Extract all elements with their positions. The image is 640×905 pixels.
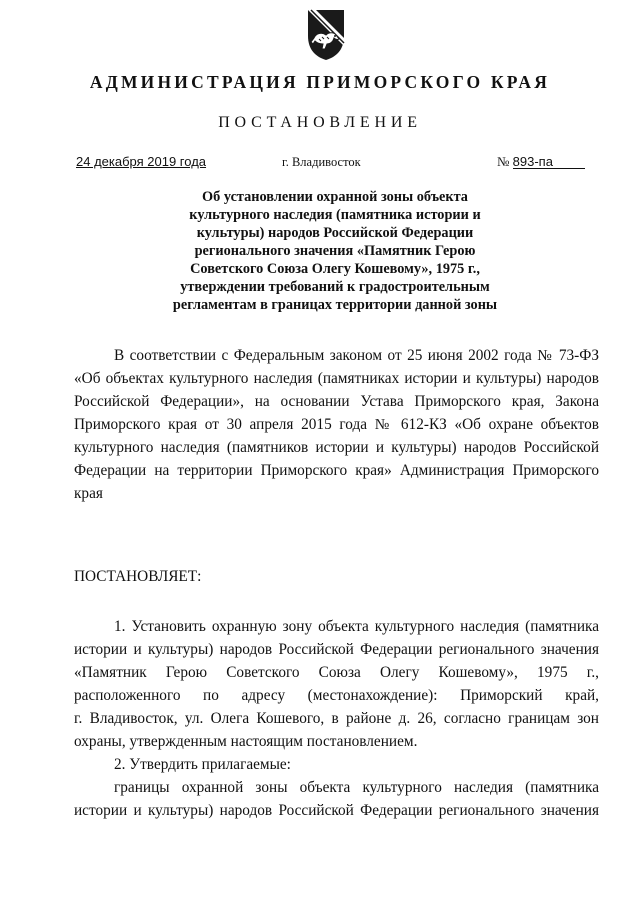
text-line: истории и культуры) народов Российской Федерации регионального значения xyxy=(74,802,599,819)
text-line: г. Владивосток, ул. Олега Кошевого, в районе д. 26, согласно границам зон xyxy=(74,710,599,727)
text-line: Федерации на территории Приморского края» Администрация Приморского xyxy=(74,462,599,479)
text-line: границы охранной зоны объекта культурного наследия (памятника xyxy=(114,779,599,796)
coat-of-arms-icon xyxy=(302,6,350,62)
document-date-value: 24 декабря 2019 года xyxy=(76,154,207,169)
text-line: охраны, утвержденным настоящим постановлением. xyxy=(74,733,418,750)
title-line: Об установлении охранной зоны объекта xyxy=(202,189,468,205)
text-line: ПОСТАНОВЛЯЕТ: xyxy=(74,568,202,585)
document-type: ПОСТАНОВЛЕНИЕ xyxy=(218,114,422,131)
document-date xyxy=(76,154,206,169)
text-line: 2. Утвердить прилагаемые: xyxy=(114,756,291,773)
title-line: культуры) народов Российской Федерации xyxy=(196,225,474,241)
text-line: расположенного по адресу (местонахождение): Приморский край, xyxy=(74,687,599,704)
title-line: утверждении требований к градостроительным xyxy=(180,279,490,295)
text-line: 1. Установить охранную зону объекта культурного наследия (памятника xyxy=(114,618,599,635)
text-line: края xyxy=(74,485,103,502)
text-line: истории и культуры) народов Российской Федерации регионального значения xyxy=(74,641,599,658)
document-number-value: 893-па xyxy=(513,155,585,169)
intro-paragraph xyxy=(74,344,599,505)
organization-name: АДМИНИСТРАЦИЯ ПРИМОРСКОГО КРАЯ xyxy=(89,72,551,92)
decree-items xyxy=(74,615,599,822)
title-line: Советского Союза Олегу Кошевому», 1975 г., xyxy=(190,261,480,277)
text-line: В соответствии с Федеральным законом от 25 июня 2002 года № 73-ФЗ xyxy=(114,347,599,364)
decree-word xyxy=(74,565,599,588)
text-line: Приморского края от 30 апреля 2015 года № 612-КЗ «Об охране объектов xyxy=(74,416,599,433)
title-line: регламентам в границах территории данной зоны xyxy=(172,297,498,313)
text-line: «Об объектах культурного наследия (памятниках истории и культуры) народов xyxy=(74,370,599,387)
document-title xyxy=(150,188,520,314)
title-line: регионального значения «Памятник Герою xyxy=(194,243,476,259)
title-line: культурного наследия (памятника истории и xyxy=(189,207,481,223)
text-line: культурного наследия (памятников истории и культуры) народов Российской xyxy=(74,439,599,456)
text-line: «Памятник Герою Советского Союза Олегу Кошевому», 1975 г., xyxy=(74,664,599,681)
text-line: Российской Федерации», на основании Устава Приморского края, Закона xyxy=(74,393,599,410)
document-city: г. Владивосток xyxy=(282,155,361,169)
document-number xyxy=(497,154,585,170)
number-sign: № xyxy=(497,154,510,169)
